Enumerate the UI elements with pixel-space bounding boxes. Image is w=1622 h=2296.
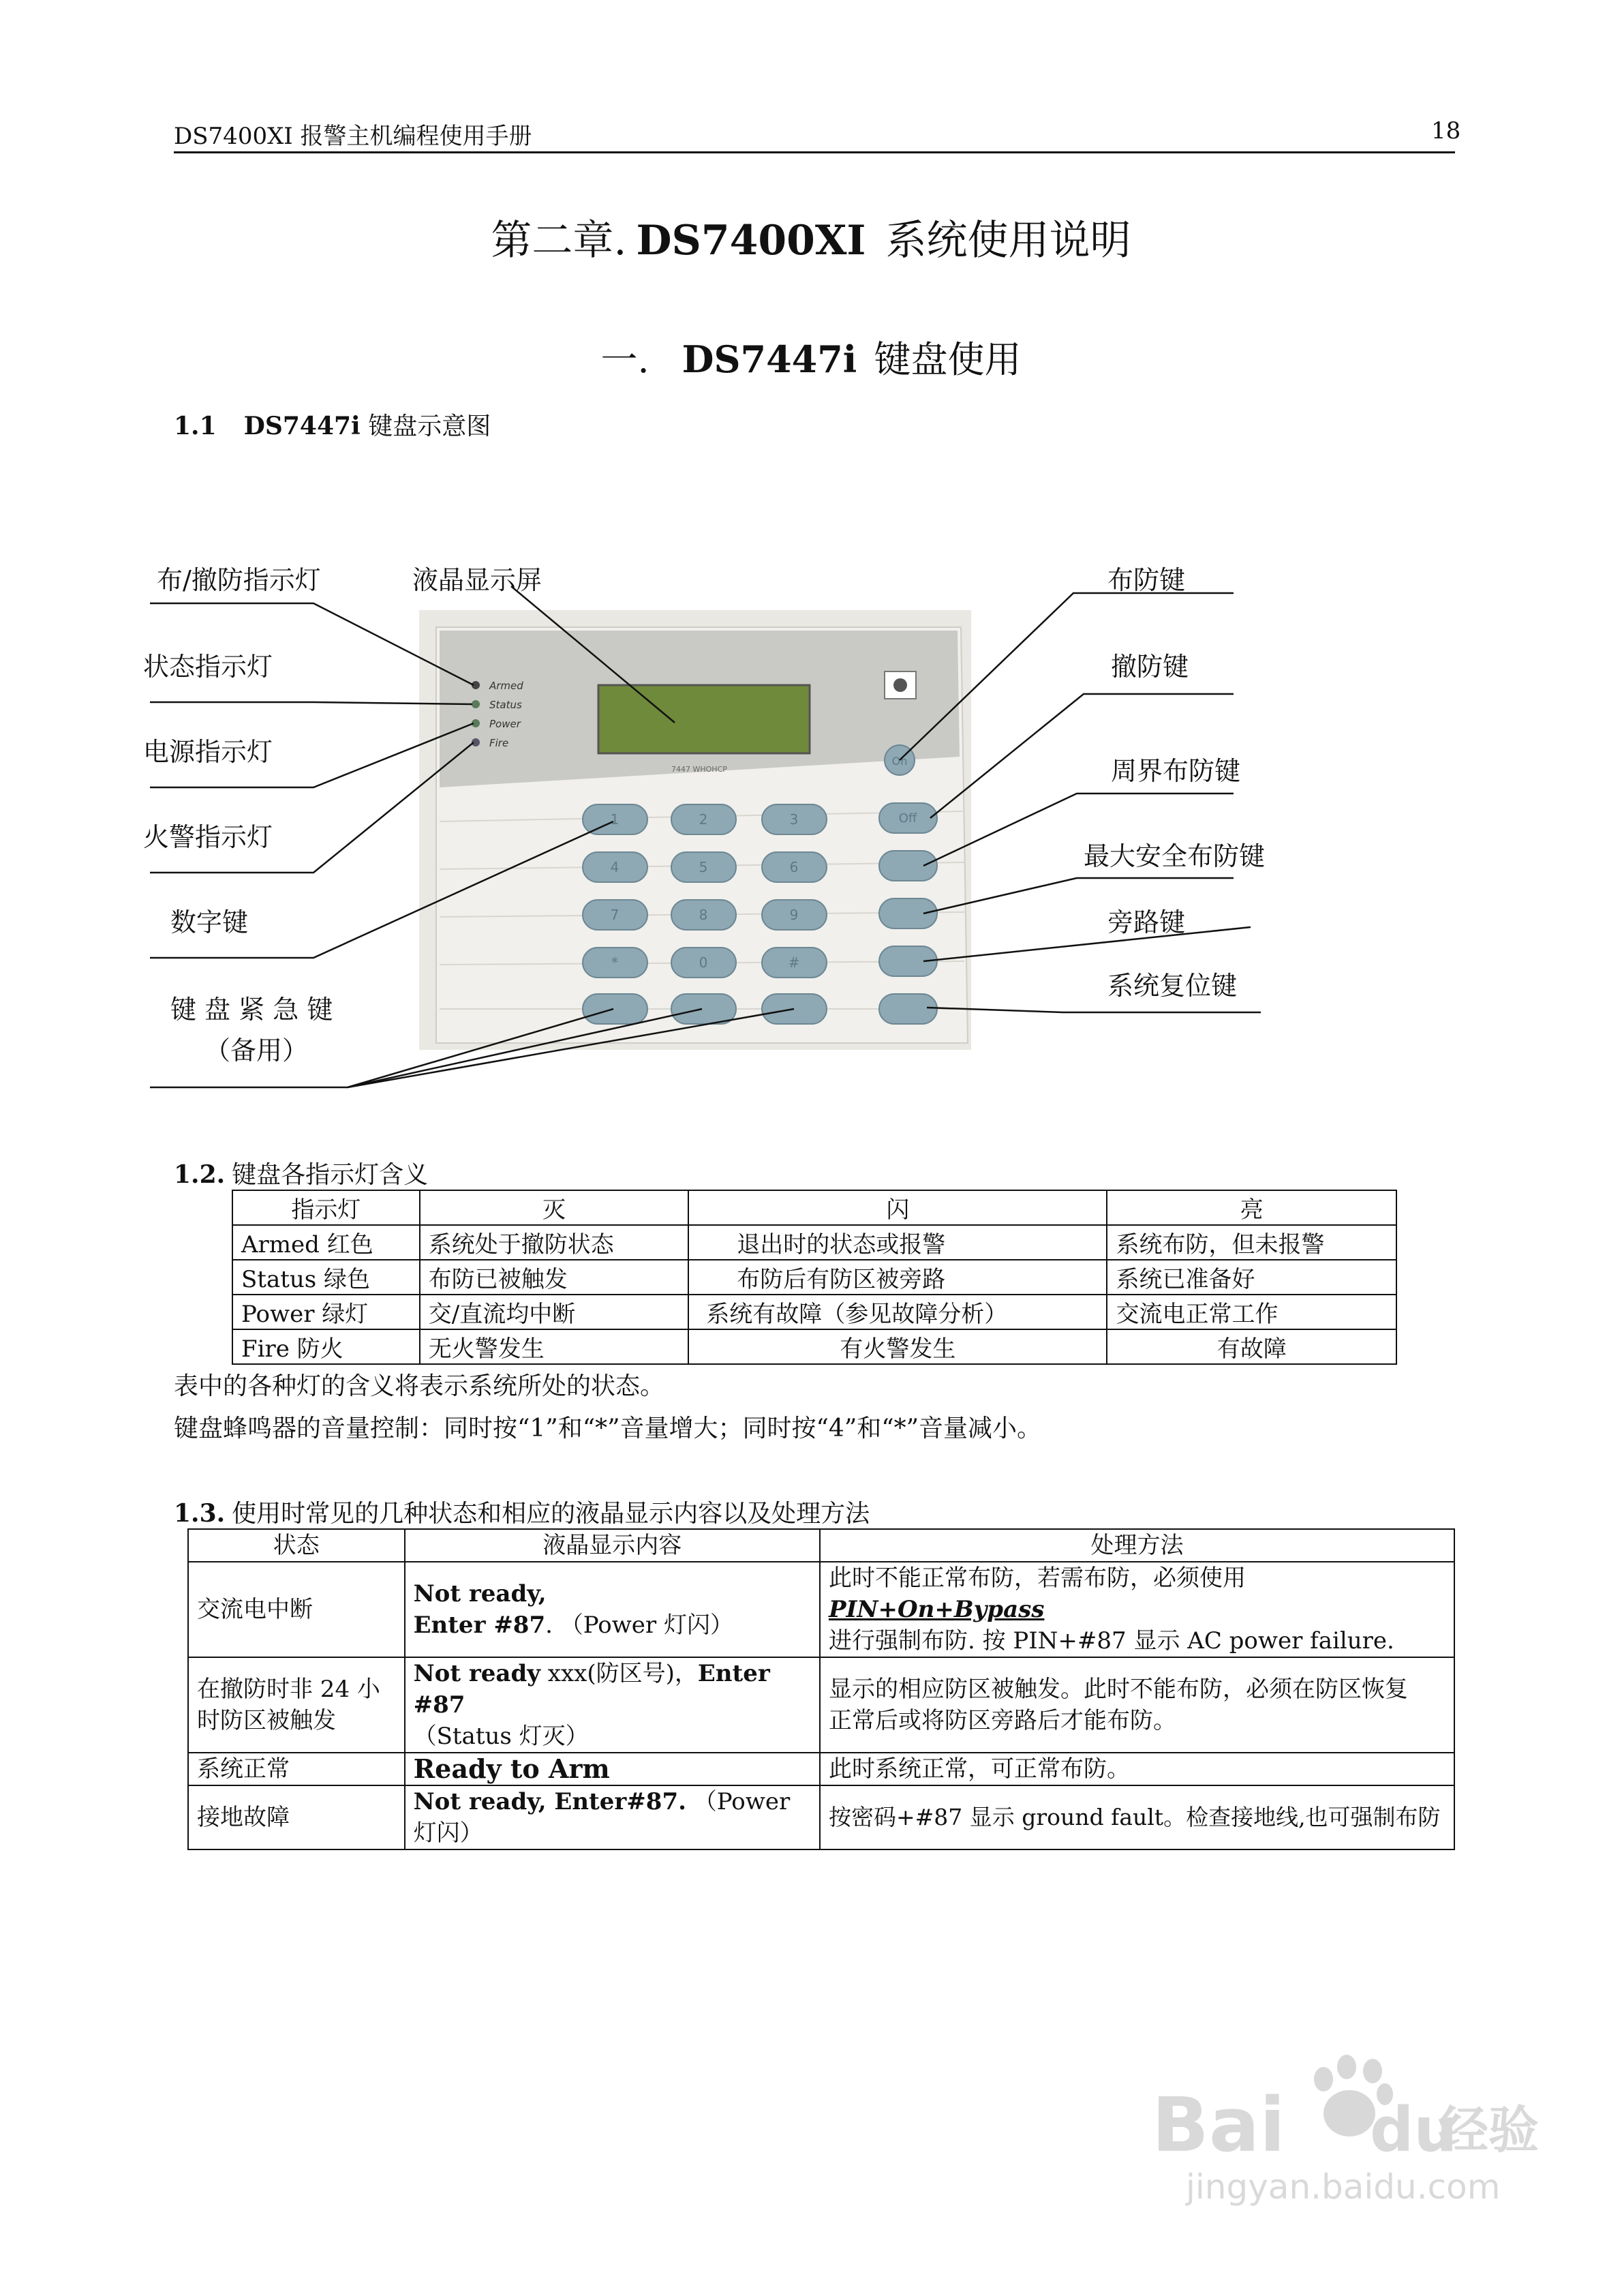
- watermark-brand: Bai: [1152, 2081, 1285, 2169]
- table-cell: Not ready xxx(防区号)，Enter #87 （Status 灯灭）: [405, 1657, 820, 1753]
- label-power-light: 电源指示灯: [143, 737, 273, 767]
- perimeter-key: [879, 851, 937, 881]
- key-hash-label: #: [788, 954, 800, 971]
- label-max-security-key: 最大安全布防键: [1084, 841, 1266, 871]
- watermark-brand-end: du: [1370, 2094, 1458, 2166]
- table-cell: 布防后有防区被旁路: [688, 1260, 1107, 1295]
- table-row: [188, 1753, 1454, 1785]
- table-cell: Ready to Arm: [405, 1753, 820, 1785]
- table-row: [188, 1562, 1454, 1657]
- running-header: DS7400XI 报警主机编程使用手册: [174, 123, 532, 150]
- label-bypass-key: 旁路键: [1107, 907, 1186, 937]
- table-cell: 此时系统正常，可正常布防。: [820, 1753, 1454, 1785]
- watermark-cn: 经验: [1438, 2101, 1539, 2160]
- table-row: [232, 1329, 1396, 1364]
- indicator-lights-table: [232, 1190, 1397, 1365]
- label-lcd: 液晶显示屏: [412, 565, 542, 595]
- table-cell: 系统正常: [188, 1753, 405, 1785]
- table-row: [232, 1260, 1396, 1295]
- status-led: [472, 700, 480, 708]
- table-cell: 系统布防，但未报警: [1107, 1225, 1396, 1260]
- table-cell: 按密码+#87 显示 ground fault。检查接地线,也可强制布防: [820, 1785, 1454, 1849]
- key-5-label: 5: [699, 859, 708, 875]
- keypad-photo: [0, 518, 1622, 1132]
- keypad-diagram: [0, 518, 1622, 1132]
- subsection-1-2: 1.2. 键盘各指示灯含义: [174, 1160, 429, 1189]
- table-row: [188, 1657, 1454, 1753]
- baidu-watermark: [1145, 2031, 1539, 2222]
- table-cell: Not ready, Enter#87. （Power 灯闪）: [405, 1785, 820, 1849]
- header-rule: [174, 151, 1455, 153]
- emergency-key-1: [583, 994, 647, 1024]
- status-table: [187, 1528, 1455, 1850]
- table-header-cell: 液晶显示内容: [405, 1529, 820, 1562]
- table-header-cell: 状态: [188, 1529, 405, 1562]
- label-status-light: 状态指示灯: [143, 652, 273, 682]
- table-header-cell: 处理方法: [820, 1529, 1454, 1562]
- table-cell: Power 绿灯: [232, 1295, 420, 1329]
- table-cell: 接地故障: [188, 1785, 405, 1849]
- armed-led-label: Armed: [489, 680, 523, 692]
- key-9-label: 9: [789, 907, 799, 923]
- table-cell: Status 绿色: [232, 1260, 420, 1295]
- key-star-label: *: [611, 954, 618, 971]
- key-0-label: 0: [699, 954, 708, 971]
- label-digit-keys: 数字键: [170, 907, 249, 937]
- key-3-label: 3: [789, 811, 799, 828]
- chapter-title: 第二章. DS7400XI 系统使用说明: [491, 217, 1131, 265]
- table-cell: 交流电中断: [188, 1562, 405, 1657]
- table-cell: 显示的相应防区被触发。此时不能布防，必须在防区恢复 正常后或将防区旁路后才能布防。: [820, 1657, 1454, 1753]
- table-row: [232, 1225, 1396, 1260]
- table-cell: 此时不能正常布防，若需布防，必须使用 PIN+On+Bypass 进行强制布防. 按 PIN+#87 显示 AC power failure.: [820, 1562, 1454, 1657]
- emergency-key-2: [671, 994, 736, 1024]
- table-cell: 退出时的状态或报警: [688, 1225, 1107, 1260]
- table-cell: 系统处于撤防状态: [420, 1225, 688, 1260]
- label-emergency-keys: 键 盘 紧 急 键: [170, 995, 333, 1025]
- table-cell: Armed 红色: [232, 1225, 420, 1260]
- table-cell: 系统已准备好: [1107, 1260, 1396, 1295]
- label-armed-light: 布/撤防指示灯: [157, 565, 321, 595]
- table-header-cell: 闪: [688, 1190, 1107, 1225]
- label-on-key: 布防键: [1107, 565, 1186, 595]
- key-6-label: 6: [789, 859, 799, 875]
- reset-key: [879, 994, 937, 1024]
- power-led-label: Power: [489, 718, 521, 730]
- model-text: 7447 WHOHCP: [671, 765, 727, 774]
- key-1-label: 1: [610, 811, 619, 828]
- table-cell: 系统有故障（参见故障分析）: [688, 1295, 1107, 1329]
- table-cell: Not ready, Enter #87. （Power 灯闪）: [405, 1562, 820, 1657]
- page-number: 18: [1431, 117, 1461, 145]
- table-header-row: [232, 1190, 1396, 1225]
- table-cell: 有故障: [1107, 1329, 1396, 1364]
- table-row: [232, 1295, 1396, 1329]
- table-cell: 交/直流均中断: [420, 1295, 688, 1329]
- table-cell: 有火警发生: [688, 1329, 1107, 1364]
- note-1: 表中的各种灯的含义将表示系统所处的状态。: [174, 1372, 665, 1400]
- key-2-label: 2: [699, 811, 708, 828]
- table-cell: 布防已被触发: [420, 1260, 688, 1295]
- emergency-key-3: [762, 994, 827, 1024]
- fire-led-label: Fire: [489, 737, 509, 749]
- note-2: 键盘蜂鸣器的音量控制：同时按“1”和“*”音量增大；同时按“4”和“*”音量减小。: [174, 1415, 1042, 1442]
- key-4-label: 4: [610, 859, 619, 875]
- key-7-label: 7: [610, 907, 619, 923]
- label-fire-light: 火警指示灯: [143, 822, 273, 852]
- watermark-url: jingyan.baidu.com: [1186, 2167, 1501, 2207]
- max-security-key: [879, 898, 937, 928]
- label-perimeter-key: 周界布防键: [1111, 756, 1241, 786]
- label-reset-key: 系统复位键: [1107, 971, 1238, 1001]
- table-header-cell: 灭: [420, 1190, 688, 1225]
- table-cell: 交流电正常工作: [1107, 1295, 1396, 1329]
- table-row: [188, 1785, 1454, 1849]
- key-8-label: 8: [699, 907, 708, 923]
- label-off-key: 撤防键: [1111, 652, 1189, 682]
- lcd-screen: [598, 685, 810, 753]
- table-header-row: [188, 1529, 1454, 1562]
- status-led-label: Status: [489, 699, 522, 711]
- subsection-1-3: 1.3. 使用时常见的几种状态和相应的液晶显示内容以及处理方法: [174, 1499, 870, 1528]
- subsection-1-1: 1.1 DS7447i 键盘示意图: [174, 412, 491, 440]
- table-cell: Fire 防火: [232, 1329, 420, 1364]
- on-key-label: On: [891, 755, 908, 768]
- table-header-cell: 亮: [1107, 1190, 1396, 1225]
- off-key-label: Off: [898, 811, 917, 826]
- table-cell: 无火警发生: [420, 1329, 688, 1364]
- section-title: 一. DS7447i 键盘使用: [600, 337, 1022, 381]
- table-header-cell: 指示灯: [232, 1190, 420, 1225]
- label-emergency-spare: （备用）: [204, 1036, 309, 1066]
- table-cell: 在撤防时非 24 小 时防区被触发: [188, 1657, 405, 1753]
